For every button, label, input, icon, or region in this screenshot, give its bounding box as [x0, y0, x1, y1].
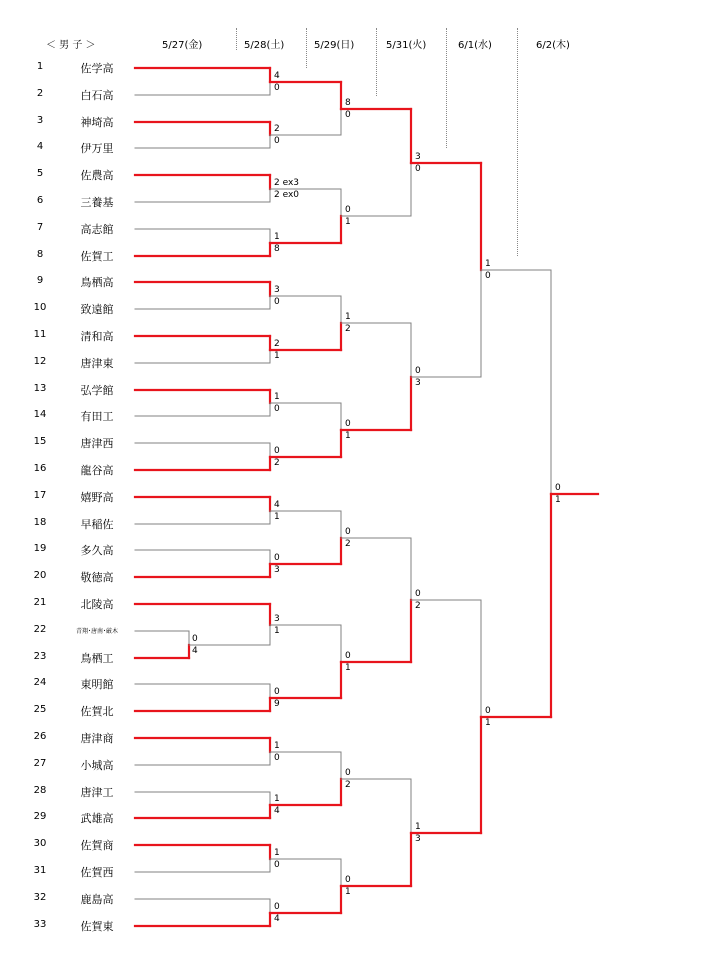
match-score: 1	[274, 741, 280, 751]
team-name: 鹿島高	[80, 893, 114, 906]
match-score: 8	[274, 244, 280, 254]
date-divider	[517, 28, 518, 256]
seed-number: 3	[36, 115, 44, 126]
team-name: 佐賀工	[80, 250, 114, 263]
team-name: 白石高	[80, 89, 114, 102]
match-score: 1	[345, 217, 351, 227]
team-name: 嬉野高	[80, 491, 114, 504]
match-score: 0	[274, 753, 280, 763]
seed-number: 29	[33, 811, 47, 822]
team-name: 神埼高	[80, 116, 114, 129]
team-name: 敬徳高	[80, 571, 114, 584]
match-score: 1	[274, 626, 280, 636]
match-score: 1	[274, 351, 280, 361]
match-score: 0	[485, 271, 491, 281]
match-score: 0	[345, 110, 351, 120]
seed-number: 12	[33, 356, 47, 367]
seed-number: 33	[33, 919, 47, 930]
team-name: 青翔･唐南･厳木	[75, 628, 118, 635]
match-score: 1	[274, 512, 280, 522]
match-score: 4	[274, 806, 280, 816]
seed-number: 7	[36, 222, 44, 233]
date-header-day1: 5/27(金)	[162, 40, 203, 51]
seed-number: 1	[36, 61, 44, 72]
date-divider	[446, 28, 447, 148]
match-score: 0	[415, 164, 421, 174]
date-header-day6: 6/2(木)	[536, 40, 570, 51]
match-score: 2	[274, 458, 280, 468]
team-name: 早稲佐	[80, 518, 114, 531]
match-score: 9	[274, 699, 280, 709]
date-header-day5: 6/1(水)	[458, 40, 492, 51]
team-name: 鳥栖工	[80, 652, 114, 665]
match-score: 1	[274, 794, 280, 804]
seed-number: 24	[33, 677, 47, 688]
match-score: 1	[485, 718, 491, 728]
match-score: 0	[274, 902, 280, 912]
match-score: 2	[345, 539, 351, 549]
seed-number: 22	[33, 624, 47, 635]
match-score: 0	[274, 687, 280, 697]
seed-number: 5	[36, 168, 44, 179]
match-score: 1	[485, 259, 491, 269]
team-name: 多久高	[80, 544, 114, 557]
team-name: 唐津工	[80, 786, 114, 799]
date-divider	[376, 28, 377, 96]
match-score: 0	[345, 875, 351, 885]
match-score: 2	[415, 601, 421, 611]
team-name: 佐賀商	[80, 839, 114, 852]
team-name: 北陵高	[80, 598, 114, 611]
seed-number: 17	[33, 490, 47, 501]
match-score: 1	[555, 495, 561, 505]
match-score: 2 ex0	[274, 190, 300, 200]
team-name: 龍谷高	[80, 464, 114, 477]
match-score: 0	[274, 297, 280, 307]
seed-number: 11	[33, 329, 47, 340]
seed-number: 4	[36, 141, 44, 152]
seed-number: 20	[33, 570, 47, 581]
seed-number: 16	[33, 463, 47, 474]
seed-number: 31	[33, 865, 47, 876]
team-name: 佐賀東	[80, 920, 114, 933]
match-score: 0	[345, 527, 351, 537]
seed-number: 25	[33, 704, 47, 715]
team-name: 佐賀西	[80, 866, 114, 879]
match-score: 0	[192, 634, 198, 644]
match-score: 1	[274, 232, 280, 242]
seed-number: 13	[33, 383, 47, 394]
seed-number: 14	[33, 409, 47, 420]
team-name: 伊万里	[80, 142, 114, 155]
match-score: 3	[274, 285, 280, 295]
seed-number: 15	[33, 436, 47, 447]
match-score: 3	[274, 565, 280, 575]
seed-number: 10	[33, 302, 47, 313]
match-score: 2	[274, 124, 280, 134]
team-name: 高志館	[80, 223, 114, 236]
match-score: 0	[345, 419, 351, 429]
match-score: 0	[274, 404, 280, 414]
match-score: 0	[274, 83, 280, 93]
team-name: 佐学高	[80, 62, 114, 75]
team-name: 武雄高	[80, 812, 114, 825]
match-score: 2	[274, 339, 280, 349]
match-score: 0	[274, 860, 280, 870]
match-score: 4	[274, 500, 280, 510]
seed-number: 30	[33, 838, 47, 849]
date-header-day3: 5/29(日)	[314, 40, 355, 51]
team-name: 小城高	[80, 759, 114, 772]
match-score: 2	[345, 780, 351, 790]
seed-number: 32	[33, 892, 47, 903]
team-name: 清和高	[80, 330, 114, 343]
match-score: 0	[274, 446, 280, 456]
team-name: 弘学館	[80, 384, 114, 397]
match-score: 4	[274, 914, 280, 924]
seed-number: 23	[33, 651, 47, 662]
team-name: 致遠館	[80, 303, 114, 316]
date-divider	[306, 28, 307, 68]
date-header-day4: 5/31(火)	[386, 40, 427, 51]
seed-number: 18	[33, 517, 47, 528]
match-score: 1	[345, 887, 351, 897]
team-name: 唐津西	[80, 437, 114, 450]
match-score: 0	[415, 589, 421, 599]
team-name: 唐津商	[80, 732, 114, 745]
seed-number: 21	[33, 597, 47, 608]
team-name: 佐賀北	[80, 705, 114, 718]
match-score: 1	[274, 392, 280, 402]
seed-number: 2	[36, 88, 44, 99]
seed-number: 19	[33, 543, 47, 554]
match-score: 1	[415, 822, 421, 832]
match-score: 0	[274, 553, 280, 563]
division-title: ＜ 男 子 ＞	[46, 40, 96, 51]
match-score: 1	[345, 312, 351, 322]
team-name: 佐農高	[80, 169, 114, 182]
match-score: 3	[415, 152, 421, 162]
team-name: 唐津東	[80, 357, 114, 370]
match-score: 8	[345, 98, 351, 108]
match-score: 4	[274, 71, 280, 81]
team-name: 有田工	[80, 410, 114, 423]
seed-number: 27	[33, 758, 47, 769]
match-score: 0	[345, 205, 351, 215]
match-score: 3	[415, 378, 421, 388]
date-divider	[236, 28, 237, 50]
match-score: 1	[345, 663, 351, 673]
match-score: 0	[345, 768, 351, 778]
match-score: 0	[555, 483, 561, 493]
team-name: 三養基	[80, 196, 114, 209]
team-name: 東明館	[80, 678, 114, 691]
seed-number: 28	[33, 785, 47, 796]
match-score: 0	[415, 366, 421, 376]
seed-number: 26	[33, 731, 47, 742]
seed-number: 8	[36, 249, 44, 260]
match-score: 0	[485, 706, 491, 716]
match-score: 2	[345, 324, 351, 334]
match-score: 3	[274, 614, 280, 624]
match-score: 3	[415, 834, 421, 844]
match-score: 0	[274, 136, 280, 146]
date-header-day2: 5/28(土)	[244, 40, 285, 51]
match-score: 2 ex3	[274, 178, 300, 188]
match-score: 4	[192, 646, 198, 656]
team-name: 鳥栖高	[80, 276, 114, 289]
seed-number: 9	[36, 275, 44, 286]
match-score: 0	[345, 651, 351, 661]
seed-number: 6	[36, 195, 44, 206]
match-score: 1	[274, 848, 280, 858]
match-score: 1	[345, 431, 351, 441]
